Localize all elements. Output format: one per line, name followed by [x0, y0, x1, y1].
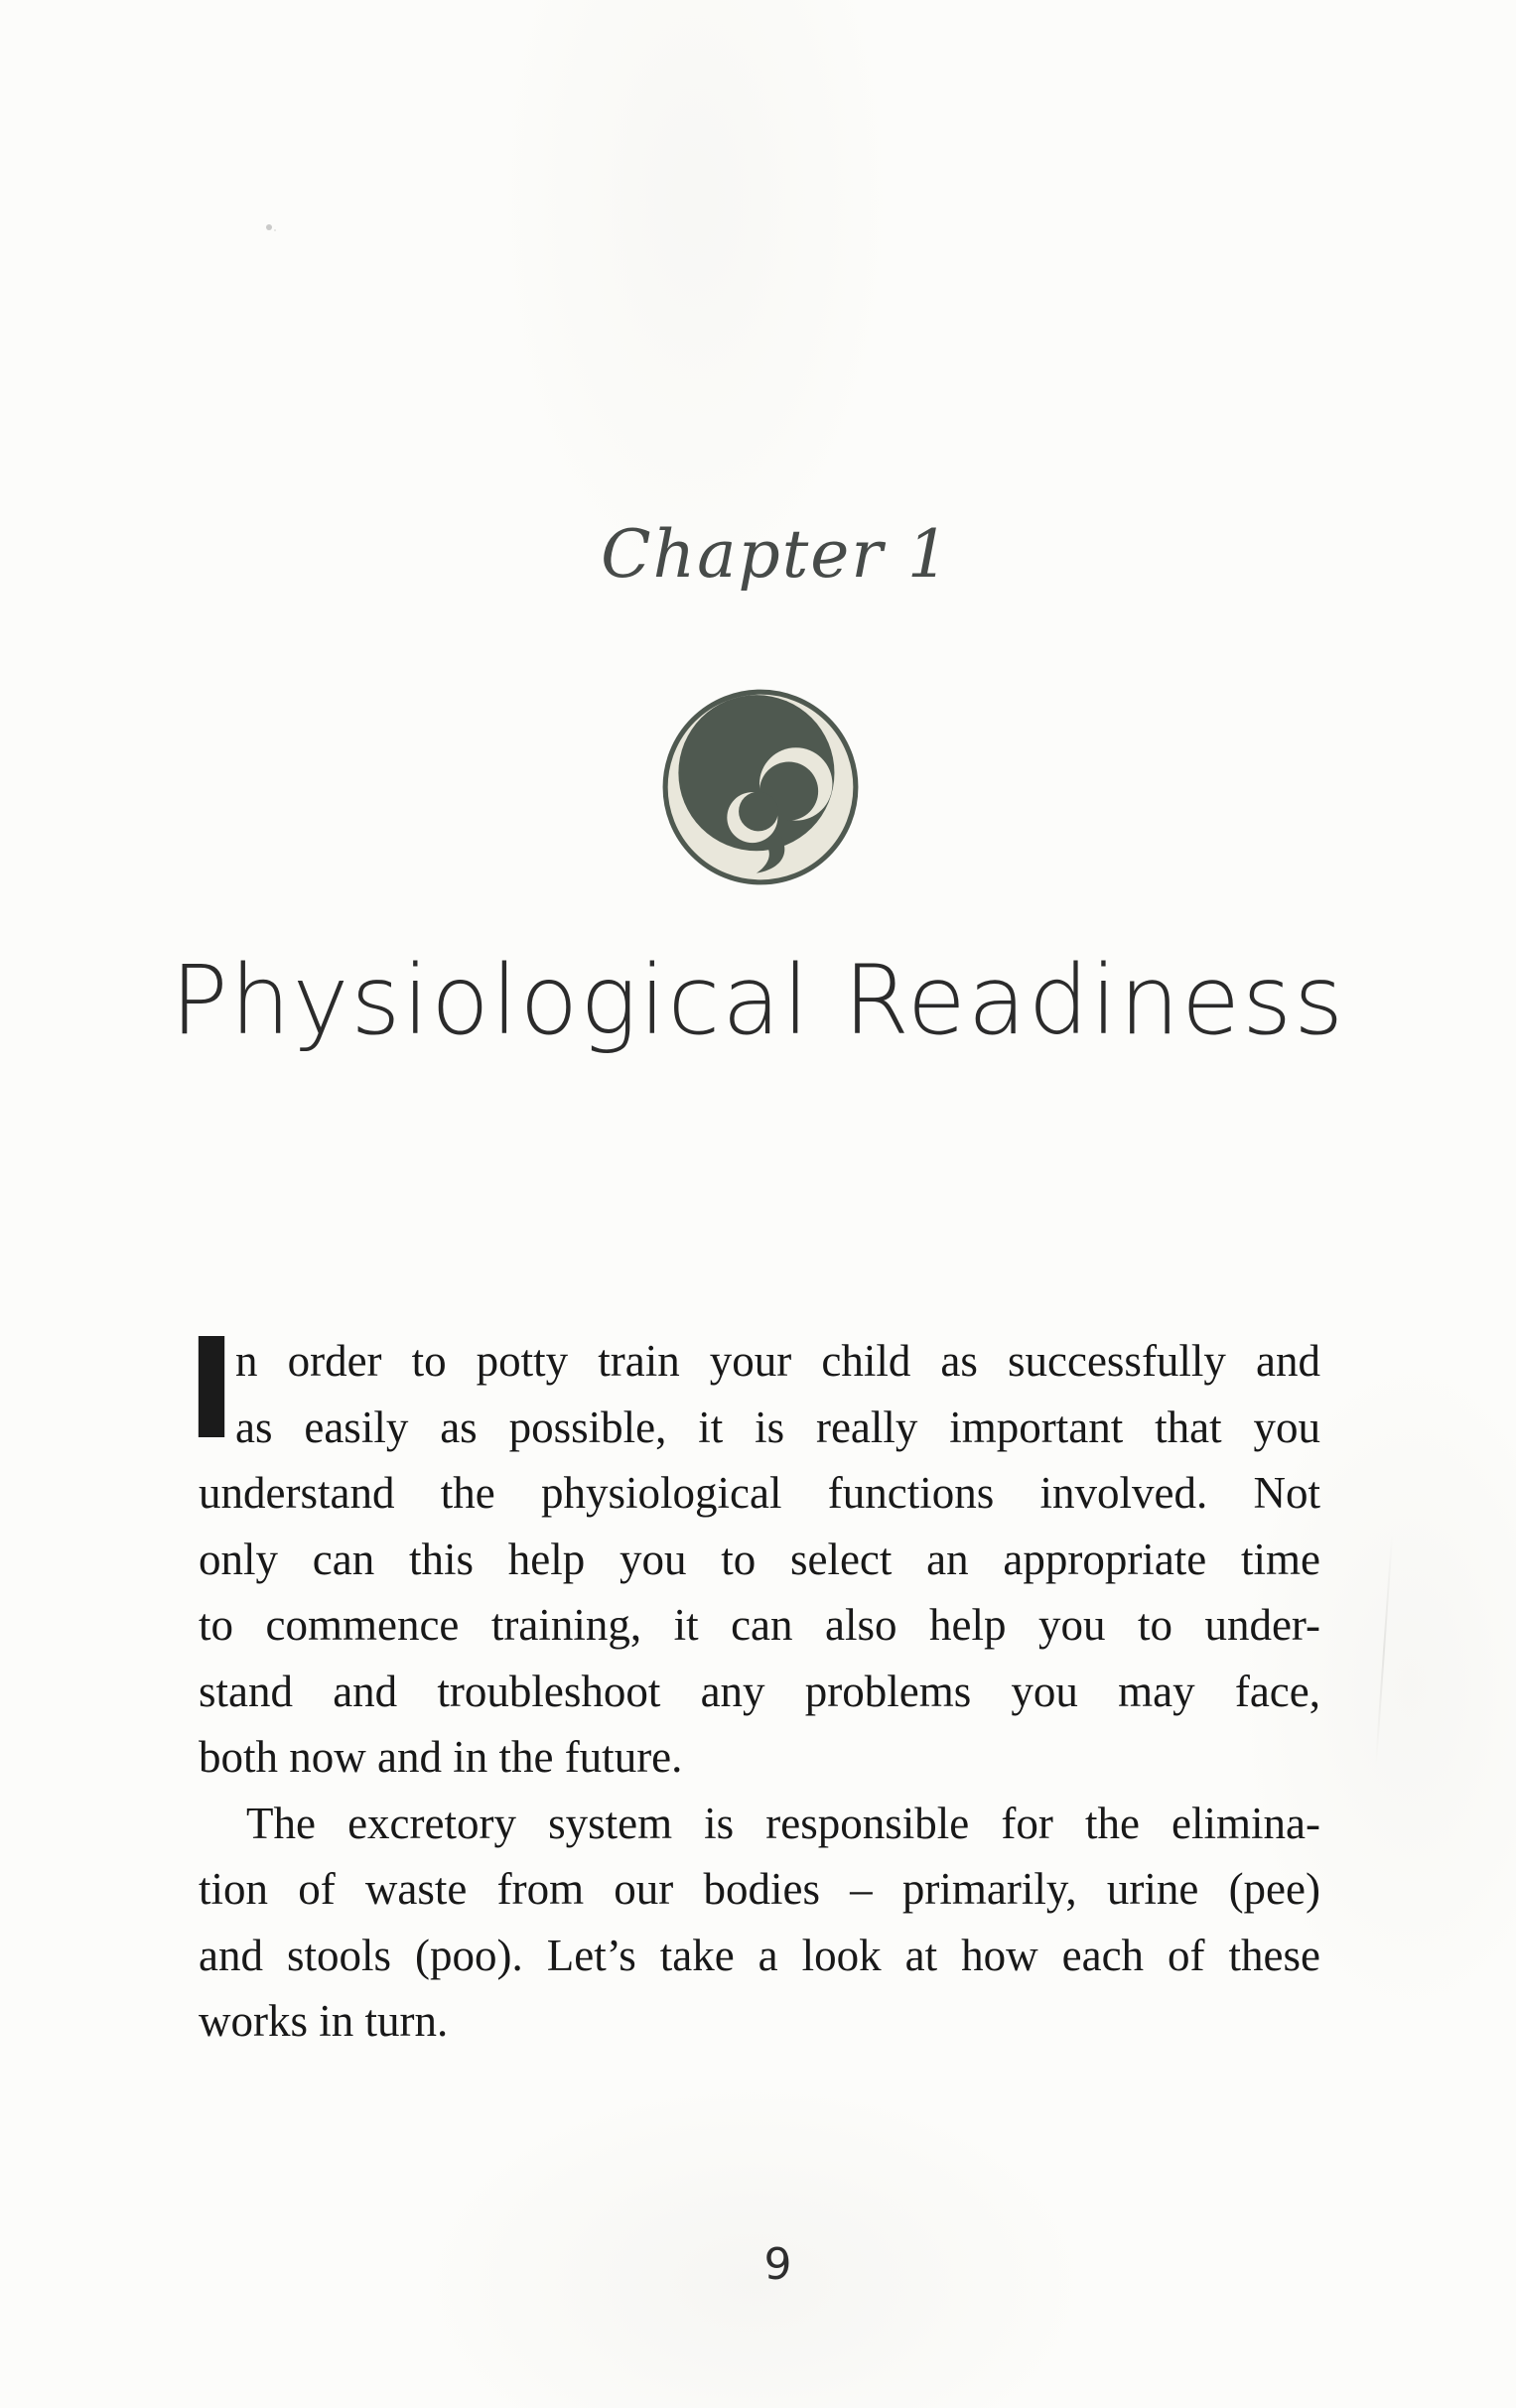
- scan-speck: [266, 224, 272, 230]
- drop-cap: I: [186, 1309, 238, 1471]
- body-line: only can this help you to select an appropriate time: [199, 1534, 1320, 1584]
- body-line: both now and in the future.: [199, 1732, 683, 1782]
- page-title: Physiological Readiness: [170, 945, 1346, 1056]
- wave-swirl-icon: [659, 686, 862, 888]
- body-line: The excretory system is responsible for the elimina-: [246, 1798, 1320, 1848]
- paragraph: [186, 1309, 1320, 1791]
- paragraph: [199, 1791, 1320, 2055]
- body-text: [186, 1309, 1320, 2055]
- page-number: 9: [763, 2239, 792, 2290]
- emblem-small-wave-eye: [739, 792, 778, 832]
- body-line: works in turn.: [199, 1996, 449, 2046]
- chapter-emblem: [659, 686, 862, 888]
- body-line: and stools (poo). Let’s take a look at how each of these: [199, 1930, 1320, 1980]
- scan-crease: [1375, 1534, 1393, 1767]
- body-line: as easily as possible, it is really important that you: [235, 1402, 1320, 1452]
- body-line: to commence training, it can also help you to under-: [199, 1600, 1320, 1650]
- body-line: tion of waste from our bodies – primarily, urine (pee): [199, 1864, 1320, 1914]
- body-line: understand the physiological functions involved. Not: [199, 1468, 1320, 1518]
- body-line: stand and troubleshoot any problems you may face,: [199, 1666, 1320, 1716]
- chapter-label: Chapter 1: [601, 516, 951, 593]
- body-line: n order to potty train your child as successfully and: [235, 1336, 1320, 1386]
